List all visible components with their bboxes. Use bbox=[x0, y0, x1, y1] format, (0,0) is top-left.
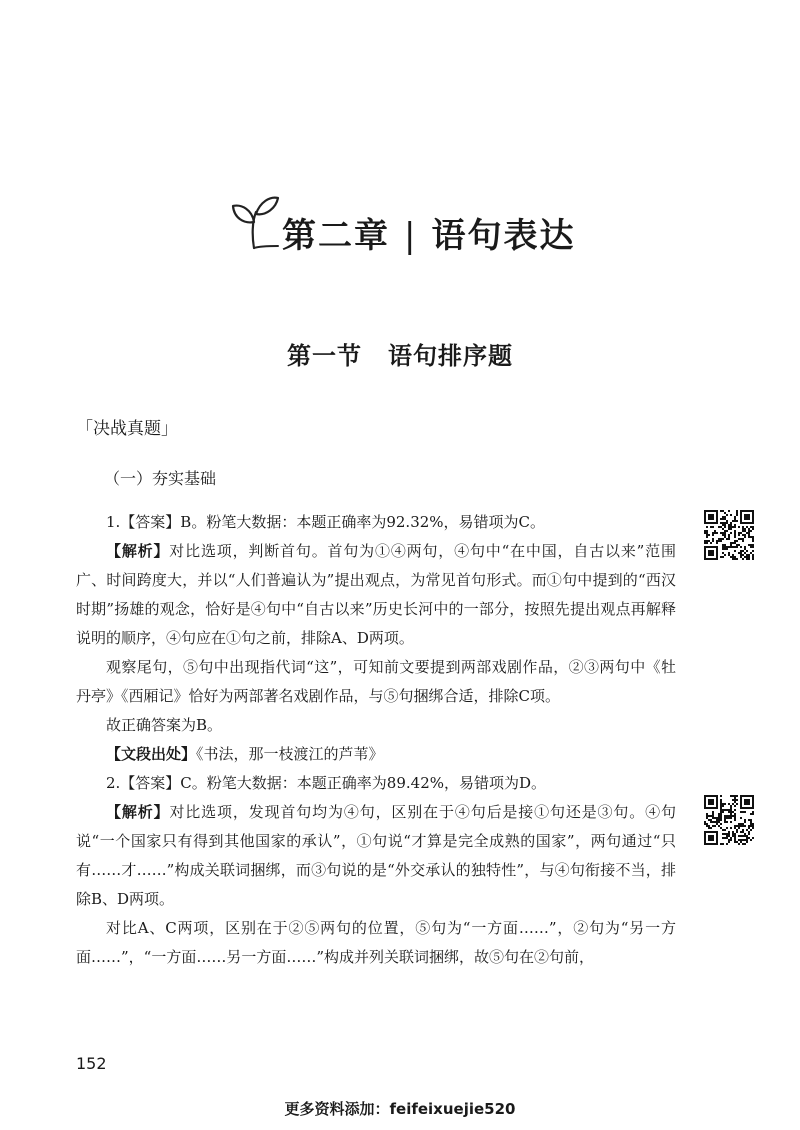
chapter-title bbox=[282, 208, 575, 257]
section-name: 语句排序题 bbox=[388, 342, 513, 370]
analysis-tag: 【解析】 bbox=[106, 803, 170, 821]
paragraph-answer-2: 2.【答案】C。粉笔大数据：本题正确率为89.42%，易错项为D。 bbox=[106, 774, 547, 792]
paragraph-conclusion-1: 故正确答案为B。 bbox=[106, 716, 223, 734]
section-title bbox=[0, 336, 800, 371]
page-number: 152 bbox=[76, 1054, 107, 1073]
section-label: 第一节 bbox=[287, 342, 362, 370]
bracket-heading: 「决战真题」 bbox=[76, 419, 178, 439]
chapter-separator: | bbox=[404, 216, 418, 256]
qr-code-icon[interactable] bbox=[704, 795, 754, 845]
paragraph-source-1: 【文段出处】《书法，那一枝渡江的芦苇》 bbox=[106, 745, 384, 763]
footer-note: 更多资料添加：feifeixuejie520 bbox=[284, 1100, 516, 1118]
paragraph-compare-2: 对比A、C两项，区别在于②⑤两句的位置，⑤句为“一方面……”，②句为“另一方面……”，“一方面……另一方面……”构成并列关联词捆绑，故⑤句在②句前， bbox=[76, 919, 676, 966]
chapter-name: 语句表达 bbox=[431, 216, 576, 256]
paragraph-answer-1: 1.【答案】B。粉笔大数据：本题正确率为92.32%，易错项为C。 bbox=[106, 513, 546, 531]
sprout-icon bbox=[230, 192, 280, 250]
qr-code-icon[interactable] bbox=[704, 510, 754, 560]
paragraph-analysis-2: 【解析】对比选项，发现首句均为④句，区别在于④句后是接①句还是③句。④句说“一个国家只有得到其他国家的承认”，①句说“才算是完全成熟的国家”，两句通过“只有……才……”构成关联词捆绑，而③句说的是“外交承认的独特性”，与④句衔接不当，排除B、D两项。 bbox=[76, 803, 676, 908]
source-tag: 【文段出处】 bbox=[106, 745, 197, 763]
paragraph-analysis-1: 【解析】对比选项，判断首句。首句为①④两句，④句中“在中国，自古以来”范围广、时间跨度大，并以“人们普遍认为”提出观点，为常见首句形式。而①句中提到的“西汉时期”扬雄的观念，恰好是④句中“自古以来”历史长河中的一部分，按照先提出观点再解释说明的顺序，④句应在①句之前，排除A、D两项。 bbox=[76, 542, 676, 647]
paragraph-ending-1: 观察尾句，⑤句中出现指代词“这”，可知前文要提到两部戏剧作品，②③两句中《牡丹亭》《西厢记》恰好为两部著名戏剧作品，与⑤句捆绑合适，排除C项。 bbox=[76, 658, 676, 705]
chapter-label: 第二章 bbox=[282, 216, 390, 256]
body-text bbox=[76, 508, 676, 972]
sub-heading: （一）夯实基础 bbox=[104, 469, 217, 488]
analysis-tag: 【解析】 bbox=[106, 542, 170, 560]
